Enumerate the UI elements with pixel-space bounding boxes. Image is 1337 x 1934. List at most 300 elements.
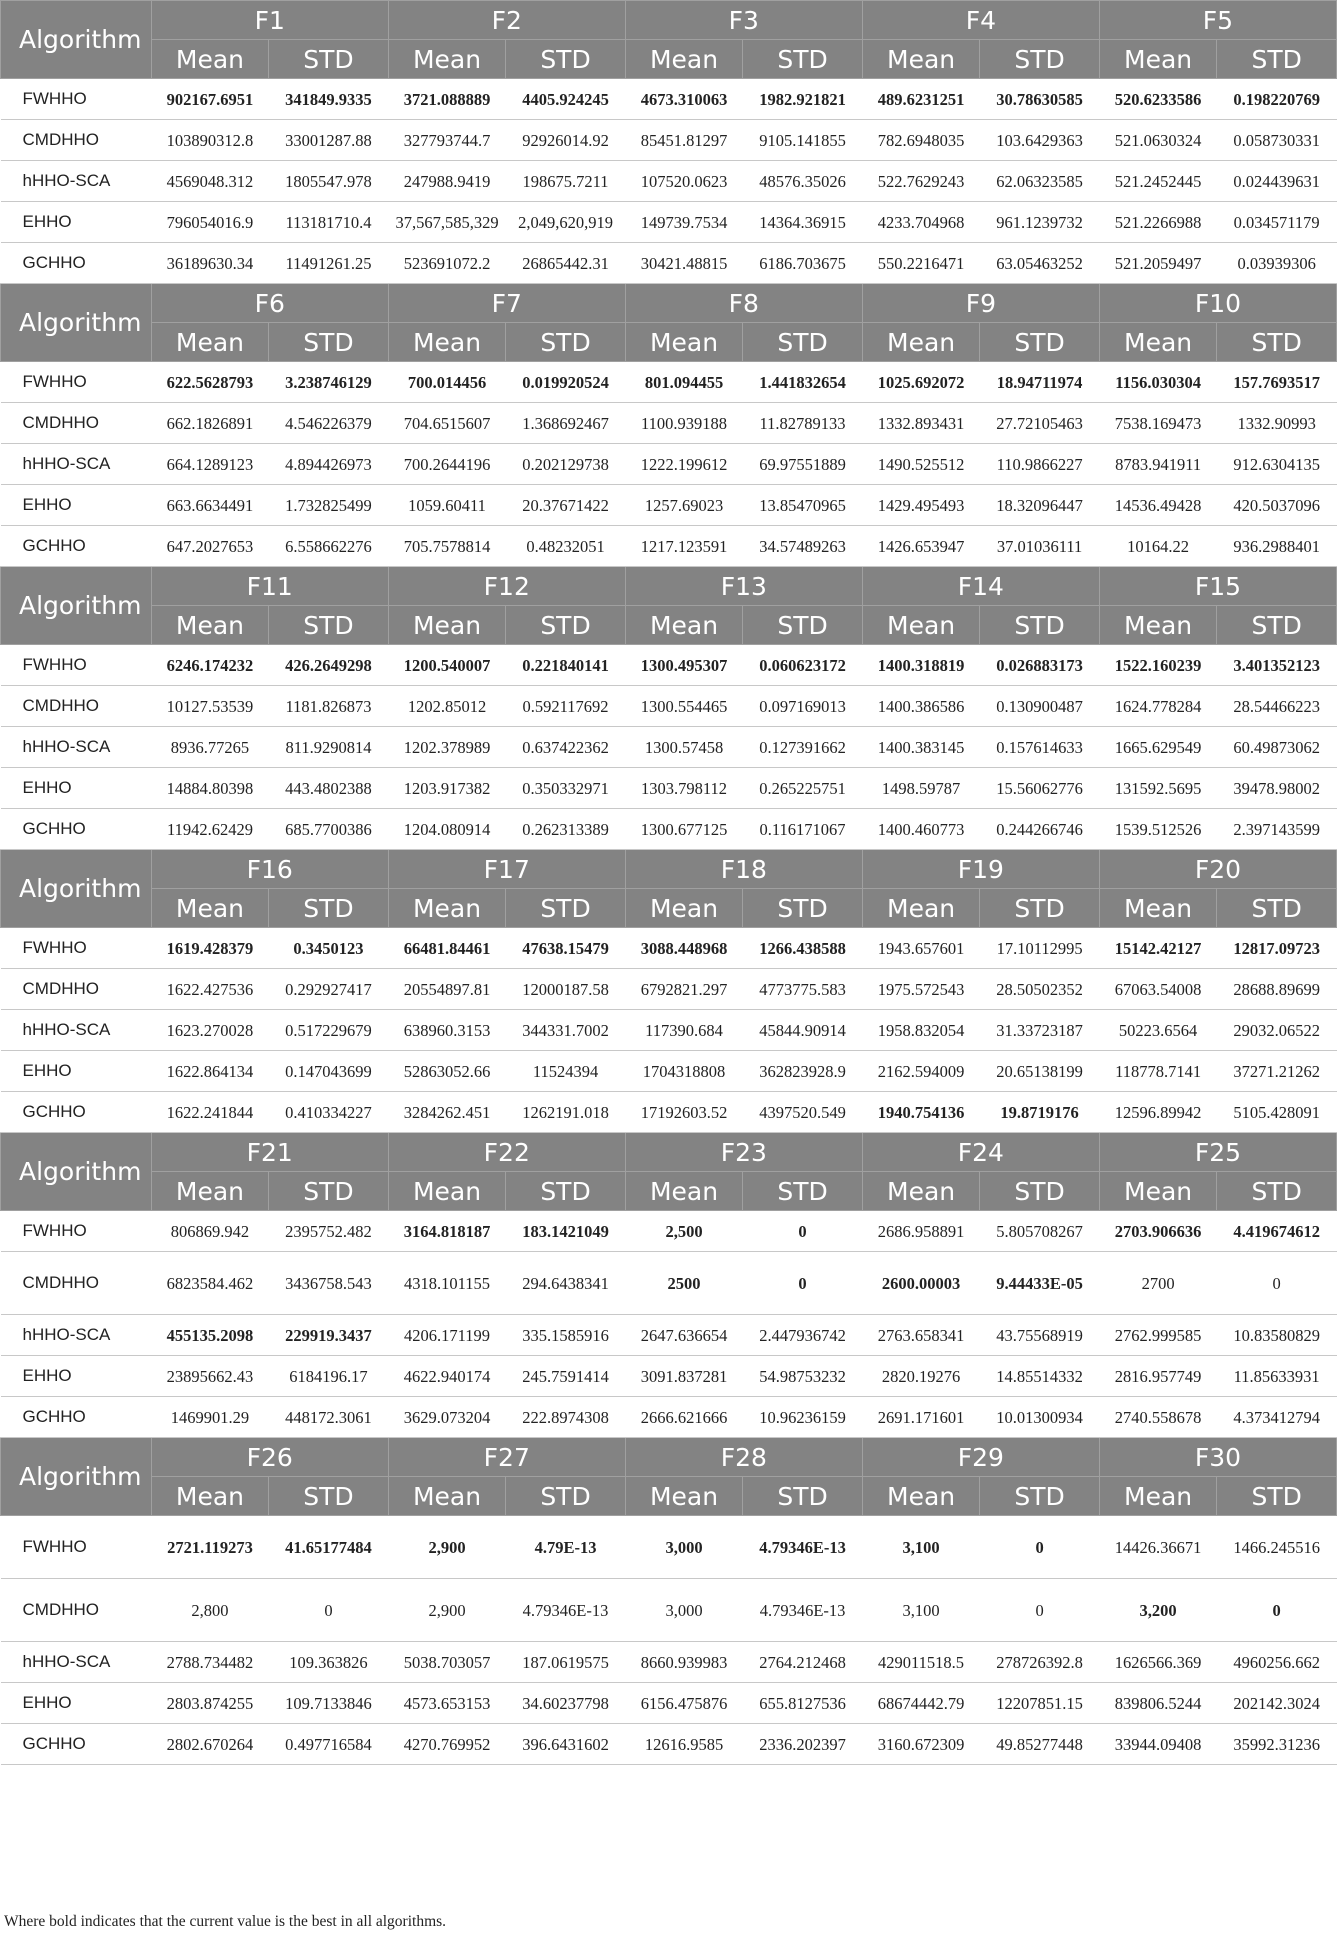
mean-value: 796054016.9 [151, 202, 268, 243]
mean-value: 30421.48815 [625, 243, 742, 284]
std-value: 1332.90993 [1217, 403, 1337, 444]
std-value: 18.94711974 [980, 362, 1100, 403]
std-value: 198675.7211 [506, 161, 626, 202]
std-value: 63.05463252 [980, 243, 1100, 284]
mean-value: 663.6634491 [151, 485, 268, 526]
std-value: 0.592117692 [506, 686, 626, 727]
mean-value: 50223.6564 [1099, 1010, 1216, 1051]
std-header: STD [1217, 40, 1337, 79]
std-value: 0.157614633 [980, 727, 1100, 768]
std-value: 4960256.662 [1217, 1642, 1337, 1683]
function-header: F27 [388, 1438, 625, 1477]
std-value: 1466.245516 [1217, 1516, 1337, 1579]
mean-value: 1704318808 [625, 1051, 742, 1092]
std-header: STD [743, 889, 863, 928]
mean-value: 8660.939983 [625, 1642, 742, 1683]
function-header: F11 [151, 567, 388, 606]
mean-value: 1204.080914 [388, 809, 505, 850]
std-value: 0.116171067 [743, 809, 863, 850]
table-row [1, 928, 1337, 969]
algorithm-name: CMDHHO [1, 403, 152, 444]
std-value: 11524394 [506, 1051, 626, 1092]
mean-value: 1622.241844 [151, 1092, 268, 1133]
mean-header: Mean [1099, 606, 1216, 645]
mean-header: Mean [862, 1477, 979, 1516]
mean-value: 1400.386586 [862, 686, 979, 727]
std-value: 0.3450123 [269, 928, 389, 969]
mean-value: 2803.874255 [151, 1683, 268, 1724]
std-value: 157.7693517 [1217, 362, 1337, 403]
mean-value: 1429.495493 [862, 485, 979, 526]
mean-header: Mean [1099, 1477, 1216, 1516]
mean-value: 8783.941911 [1099, 444, 1216, 485]
mean-value: 1300.495307 [625, 645, 742, 686]
std-value: 29032.06522 [1217, 1010, 1337, 1051]
std-value: 34.57489263 [743, 526, 863, 567]
std-value: 0.517229679 [269, 1010, 389, 1051]
function-header: F12 [388, 567, 625, 606]
mean-value: 23895662.43 [151, 1356, 268, 1397]
mean-value: 429011518.5 [862, 1642, 979, 1683]
std-header: STD [980, 889, 1100, 928]
function-header: F4 [862, 1, 1099, 40]
mean-value: 2802.670264 [151, 1724, 268, 1765]
function-header: F24 [862, 1133, 1099, 1172]
mean-value: 6823584.462 [151, 1252, 268, 1315]
algorithm-name: GCHHO [1, 1397, 152, 1438]
mean-value: 3091.837281 [625, 1356, 742, 1397]
mean-value: 3,100 [862, 1579, 979, 1642]
std-header: STD [980, 1477, 1100, 1516]
algorithm-name: GCHHO [1, 243, 152, 284]
std-value: 0 [743, 1211, 863, 1252]
stat-header-row [1, 323, 1337, 362]
table-row [1, 1579, 1337, 1642]
mean-value: 705.7578814 [388, 526, 505, 567]
mean-value: 1300.554465 [625, 686, 742, 727]
mean-value: 3721.088889 [388, 79, 505, 120]
std-value: 2.397143599 [1217, 809, 1337, 850]
mean-value: 521.2266988 [1099, 202, 1216, 243]
std-value: 31.33723187 [980, 1010, 1100, 1051]
mean-value: 1975.572543 [862, 969, 979, 1010]
mean-value: 10164.22 [1099, 526, 1216, 567]
std-value: 18.32096447 [980, 485, 1100, 526]
algorithm-name: GCHHO [1, 526, 152, 567]
algorithm-header: Algorithm [1, 284, 152, 362]
stat-header-row [1, 1172, 1337, 1211]
mean-header: Mean [625, 323, 742, 362]
std-value: 1982.921821 [743, 79, 863, 120]
algorithm-name: hHHO-SCA [1, 1010, 152, 1051]
mean-header: Mean [388, 889, 505, 928]
std-value: 10.83580829 [1217, 1315, 1337, 1356]
std-value: 28.54466223 [1217, 686, 1337, 727]
std-value: 9.44433E-05 [980, 1252, 1100, 1315]
mean-value: 3088.448968 [625, 928, 742, 969]
std-value: 222.8974308 [506, 1397, 626, 1438]
function-header-row [1, 850, 1337, 889]
algorithm-name: EHHO [1, 1683, 152, 1724]
std-value: 109.7133846 [269, 1683, 389, 1724]
mean-value: 117390.684 [625, 1010, 742, 1051]
std-value: 4397520.549 [743, 1092, 863, 1133]
std-value: 113181710.4 [269, 202, 389, 243]
mean-value: 1025.692072 [862, 362, 979, 403]
mean-value: 704.6515607 [388, 403, 505, 444]
mean-header: Mean [151, 323, 268, 362]
mean-value: 103890312.8 [151, 120, 268, 161]
table-row [1, 1092, 1337, 1133]
std-value: 1262191.018 [506, 1092, 626, 1133]
mean-header: Mean [388, 40, 505, 79]
mean-header: Mean [1099, 40, 1216, 79]
mean-value: 15142.42127 [1099, 928, 1216, 969]
std-value: 245.7591414 [506, 1356, 626, 1397]
std-header: STD [269, 40, 389, 79]
mean-value: 1623.270028 [151, 1010, 268, 1051]
mean-value: 1257.69023 [625, 485, 742, 526]
mean-value: 10127.53539 [151, 686, 268, 727]
mean-header: Mean [862, 40, 979, 79]
std-value: 0.097169013 [743, 686, 863, 727]
table-row [1, 79, 1337, 120]
table-row [1, 362, 1337, 403]
std-value: 4.894426973 [269, 444, 389, 485]
function-header-row [1, 1438, 1337, 1477]
std-value: 335.1585916 [506, 1315, 626, 1356]
std-value: 54.98753232 [743, 1356, 863, 1397]
std-value: 39478.98002 [1217, 768, 1337, 809]
mean-header: Mean [151, 889, 268, 928]
std-value: 5105.428091 [1217, 1092, 1337, 1133]
std-value: 0.292927417 [269, 969, 389, 1010]
std-value: 48576.35026 [743, 161, 863, 202]
std-header: STD [1217, 323, 1337, 362]
mean-value: 622.5628793 [151, 362, 268, 403]
std-value: 2,049,620,919 [506, 202, 626, 243]
mean-value: 3,200 [1099, 1579, 1216, 1642]
mean-value: 1400.318819 [862, 645, 979, 686]
std-header: STD [269, 889, 389, 928]
algorithm-name: GCHHO [1, 1092, 152, 1133]
mean-value: 1490.525512 [862, 444, 979, 485]
mean-value: 1332.893431 [862, 403, 979, 444]
function-header: F15 [1099, 567, 1336, 606]
algorithm-name: FWHHO [1, 928, 152, 969]
mean-value: 1624.778284 [1099, 686, 1216, 727]
std-value: 278726392.8 [980, 1642, 1100, 1683]
std-value: 961.1239732 [980, 202, 1100, 243]
mean-value: 1619.428379 [151, 928, 268, 969]
mean-value: 520.6233586 [1099, 79, 1216, 120]
function-header-row [1, 284, 1337, 323]
mean-value: 801.094455 [625, 362, 742, 403]
function-header: F20 [1099, 850, 1336, 889]
mean-value: 1400.460773 [862, 809, 979, 850]
mean-value: 1217.123591 [625, 526, 742, 567]
mean-value: 4270.769952 [388, 1724, 505, 1765]
table-row [1, 727, 1337, 768]
table-row [1, 444, 1337, 485]
std-value: 10.96236159 [743, 1397, 863, 1438]
mean-value: 2700 [1099, 1252, 1216, 1315]
mean-value: 3160.672309 [862, 1724, 979, 1765]
mean-value: 3,100 [862, 1516, 979, 1579]
mean-value: 1100.939188 [625, 403, 742, 444]
mean-header: Mean [625, 606, 742, 645]
std-value: 109.363826 [269, 1642, 389, 1683]
mean-value: 1498.59787 [862, 768, 979, 809]
mean-value: 3629.073204 [388, 1397, 505, 1438]
std-header: STD [1217, 1172, 1337, 1211]
table-row [1, 403, 1337, 444]
stat-header-row [1, 606, 1337, 645]
std-value: 1805547.978 [269, 161, 389, 202]
std-value: 344331.7002 [506, 1010, 626, 1051]
std-value: 14364.36915 [743, 202, 863, 243]
mean-value: 2703.906636 [1099, 1211, 1216, 1252]
mean-header: Mean [862, 323, 979, 362]
mean-value: 327793744.7 [388, 120, 505, 161]
table-row [1, 1516, 1337, 1579]
std-header: STD [506, 40, 626, 79]
mean-value: 2740.558678 [1099, 1397, 1216, 1438]
std-header: STD [980, 606, 1100, 645]
std-value: 69.97551889 [743, 444, 863, 485]
function-header: F1 [151, 1, 388, 40]
mean-value: 2721.119273 [151, 1516, 268, 1579]
mean-value: 33944.09408 [1099, 1724, 1216, 1765]
std-header: STD [269, 1477, 389, 1516]
mean-value: 2788.734482 [151, 1642, 268, 1683]
function-header: F29 [862, 1438, 1099, 1477]
mean-value: 8936.77265 [151, 727, 268, 768]
mean-value: 67063.54008 [1099, 969, 1216, 1010]
stat-header-row [1, 889, 1337, 928]
mean-header: Mean [388, 1477, 505, 1516]
std-value: 341849.9335 [269, 79, 389, 120]
algorithm-name: EHHO [1, 485, 152, 526]
mean-value: 2691.171601 [862, 1397, 979, 1438]
mean-value: 2666.621666 [625, 1397, 742, 1438]
std-value: 9105.141855 [743, 120, 863, 161]
std-value: 41.65177484 [269, 1516, 389, 1579]
mean-value: 1940.754136 [862, 1092, 979, 1133]
mean-value: 149739.7534 [625, 202, 742, 243]
mean-value: 3164.818187 [388, 1211, 505, 1252]
std-value: 20.65138199 [980, 1051, 1100, 1092]
mean-header: Mean [388, 606, 505, 645]
mean-value: 1622.427536 [151, 969, 268, 1010]
table-row [1, 120, 1337, 161]
mean-value: 806869.942 [151, 1211, 268, 1252]
table-row [1, 1397, 1337, 1438]
mean-value: 521.2059497 [1099, 243, 1216, 284]
mean-value: 2647.636654 [625, 1315, 742, 1356]
std-value: 229919.3437 [269, 1315, 389, 1356]
mean-value: 2,500 [625, 1211, 742, 1252]
mean-value: 489.6231251 [862, 79, 979, 120]
std-value: 0.147043699 [269, 1051, 389, 1092]
mean-header: Mean [625, 889, 742, 928]
function-header: F19 [862, 850, 1099, 889]
mean-value: 782.6948035 [862, 120, 979, 161]
std-value: 0.026883173 [980, 645, 1100, 686]
mean-header: Mean [151, 1477, 268, 1516]
std-value: 3436758.543 [269, 1252, 389, 1315]
std-value: 1.441832654 [743, 362, 863, 403]
mean-header: Mean [625, 1172, 742, 1211]
std-value: 0.024439631 [1217, 161, 1337, 202]
mean-header: Mean [1099, 323, 1216, 362]
mean-value: 17192603.52 [625, 1092, 742, 1133]
mean-value: 4573.653153 [388, 1683, 505, 1724]
algorithm-header: Algorithm [1, 850, 152, 928]
mean-value: 2,800 [151, 1579, 268, 1642]
function-header-row [1, 567, 1337, 606]
mean-value: 4569048.312 [151, 161, 268, 202]
std-header: STD [980, 1172, 1100, 1211]
std-value: 45844.90914 [743, 1010, 863, 1051]
std-value: 0.497716584 [269, 1724, 389, 1765]
std-value: 0.202129738 [506, 444, 626, 485]
mean-header: Mean [1099, 1172, 1216, 1211]
std-value: 426.2649298 [269, 645, 389, 686]
std-header: STD [743, 40, 863, 79]
function-header: F21 [151, 1133, 388, 1172]
std-header: STD [506, 606, 626, 645]
mean-value: 1539.512526 [1099, 809, 1216, 850]
std-value: 0.130900487 [980, 686, 1100, 727]
table-row [1, 768, 1337, 809]
function-header: F22 [388, 1133, 625, 1172]
function-header: F5 [1099, 1, 1336, 40]
std-value: 11.82789133 [743, 403, 863, 444]
std-value: 0.637422362 [506, 727, 626, 768]
std-header: STD [1217, 889, 1337, 928]
mean-value: 1303.798112 [625, 768, 742, 809]
std-value: 294.6438341 [506, 1252, 626, 1315]
std-value: 0 [980, 1516, 1100, 1579]
mean-value: 118778.7141 [1099, 1051, 1216, 1092]
mean-value: 20554897.81 [388, 969, 505, 1010]
std-value: 10.01300934 [980, 1397, 1100, 1438]
mean-value: 107520.0623 [625, 161, 742, 202]
mean-value: 1156.030304 [1099, 362, 1216, 403]
table-row [1, 1211, 1337, 1252]
std-value: 27.72105463 [980, 403, 1100, 444]
function-header: F28 [625, 1438, 862, 1477]
std-value: 0.034571179 [1217, 202, 1337, 243]
std-value: 15.56062776 [980, 768, 1100, 809]
mean-value: 6246.174232 [151, 645, 268, 686]
algorithm-name: hHHO-SCA [1, 1642, 152, 1683]
mean-header: Mean [388, 1172, 505, 1211]
mean-value: 131592.5695 [1099, 768, 1216, 809]
std-value: 936.2988401 [1217, 526, 1337, 567]
std-value: 12000187.58 [506, 969, 626, 1010]
mean-value: 1203.917382 [388, 768, 505, 809]
std-value: 47638.15479 [506, 928, 626, 969]
mean-value: 37,567,585,329 [388, 202, 505, 243]
mean-value: 902167.6951 [151, 79, 268, 120]
mean-value: 700.014456 [388, 362, 505, 403]
table-row [1, 161, 1337, 202]
std-value: 0.198220769 [1217, 79, 1337, 120]
std-value: 4.79346E-13 [506, 1579, 626, 1642]
mean-value: 664.1289123 [151, 444, 268, 485]
mean-value: 1202.85012 [388, 686, 505, 727]
mean-value: 6156.475876 [625, 1683, 742, 1724]
mean-value: 1958.832054 [862, 1010, 979, 1051]
std-value: 14.85514332 [980, 1356, 1100, 1397]
results-table-body [1, 1, 1337, 1765]
std-value: 43.75568919 [980, 1315, 1100, 1356]
algorithm-name: hHHO-SCA [1, 1315, 152, 1356]
function-header-row [1, 1, 1337, 40]
std-value: 202142.3024 [1217, 1683, 1337, 1724]
table-row [1, 809, 1337, 850]
mean-header: Mean [862, 606, 979, 645]
algorithm-name: FWHHO [1, 1211, 152, 1252]
mean-value: 1622.864134 [151, 1051, 268, 1092]
std-value: 37.01036111 [980, 526, 1100, 567]
algorithm-name: CMDHHO [1, 120, 152, 161]
std-value: 1.732825499 [269, 485, 389, 526]
std-value: 3.401352123 [1217, 645, 1337, 686]
mean-value: 66481.84461 [388, 928, 505, 969]
std-value: 37271.21262 [1217, 1051, 1337, 1092]
std-value: 3.238746129 [269, 362, 389, 403]
std-value: 0.350332971 [506, 768, 626, 809]
std-value: 443.4802388 [269, 768, 389, 809]
mean-value: 2762.999585 [1099, 1315, 1216, 1356]
algorithm-name: hHHO-SCA [1, 444, 152, 485]
mean-value: 5038.703057 [388, 1642, 505, 1683]
std-value: 396.6431602 [506, 1724, 626, 1765]
function-header: F18 [625, 850, 862, 889]
mean-value: 523691072.2 [388, 243, 505, 284]
algorithm-name: FWHHO [1, 645, 152, 686]
algorithm-name: CMDHHO [1, 1579, 152, 1642]
mean-value: 68674442.79 [862, 1683, 979, 1724]
mean-header: Mean [625, 1477, 742, 1516]
std-value: 4.546226379 [269, 403, 389, 444]
std-value: 0.410334227 [269, 1092, 389, 1133]
mean-header: Mean [151, 1172, 268, 1211]
algorithm-name: EHHO [1, 1051, 152, 1092]
std-value: 1181.826873 [269, 686, 389, 727]
mean-value: 2816.957749 [1099, 1356, 1216, 1397]
std-value: 4.79346E-13 [743, 1579, 863, 1642]
std-value: 11.85633931 [1217, 1356, 1337, 1397]
algorithm-name: EHHO [1, 1356, 152, 1397]
table-row [1, 1724, 1337, 1765]
algorithm-name: FWHHO [1, 362, 152, 403]
std-value: 0 [1217, 1579, 1337, 1642]
std-value: 1266.438588 [743, 928, 863, 969]
std-value: 448172.3061 [269, 1397, 389, 1438]
mean-value: 521.0630324 [1099, 120, 1216, 161]
function-header: F17 [388, 850, 625, 889]
mean-value: 1943.657601 [862, 928, 979, 969]
std-header: STD [743, 1172, 863, 1211]
std-value: 1.368692467 [506, 403, 626, 444]
mean-value: 455135.2098 [151, 1315, 268, 1356]
mean-value: 1400.383145 [862, 727, 979, 768]
mean-value: 14426.36671 [1099, 1516, 1216, 1579]
